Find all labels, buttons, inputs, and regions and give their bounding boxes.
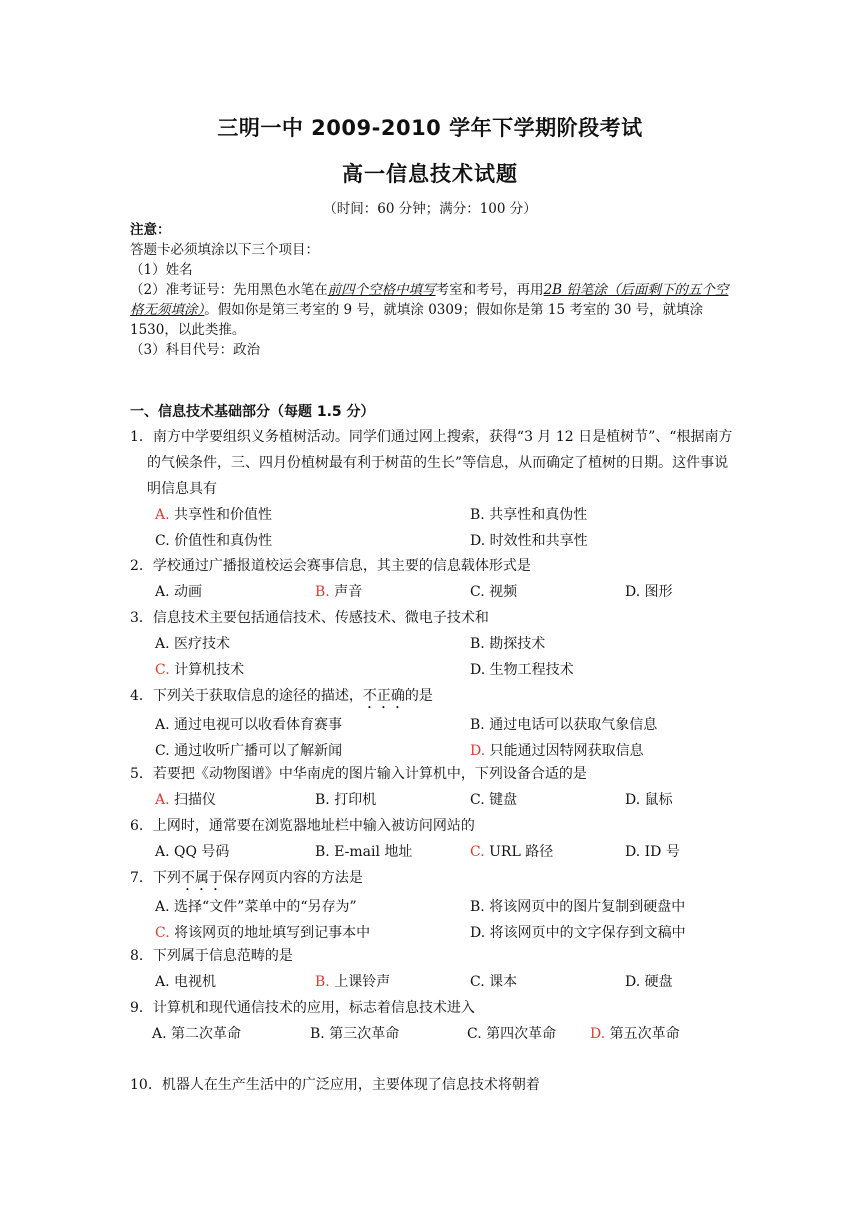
question-2 xyxy=(130,553,735,605)
option-a[interactable]: A. 电视机 xyxy=(155,974,217,990)
options-row xyxy=(130,502,735,528)
options-row xyxy=(130,894,735,920)
notice-item-3: （3）科目代号：政治 xyxy=(130,342,261,358)
notice-label: 注意： xyxy=(130,222,171,238)
options-row xyxy=(130,712,735,738)
question-stem: 9．计算机和现代通信技术的应用，标志着信息技术进入 xyxy=(130,1000,475,1016)
option-a[interactable]: A. 医疗技术 xyxy=(155,636,231,652)
option-text: 第五次革命 xyxy=(605,1026,680,1042)
stem-emphasis: 不正确 xyxy=(362,688,405,704)
notice-item-1: （1）姓名 xyxy=(130,262,193,278)
option-c[interactable] xyxy=(155,657,244,683)
option-a[interactable]: A. 选择“文件”菜单中的“另存为” xyxy=(155,899,357,915)
question-stem: 8．下列属于信息范畴的是 xyxy=(130,948,293,964)
options-row xyxy=(130,528,735,554)
notice-block xyxy=(130,220,740,360)
options-row xyxy=(130,787,735,813)
option-b[interactable]: B. 将该网页中的图片复制到硬盘中 xyxy=(470,899,686,915)
question-stem: 1．南方中学要组织义务植树活动。同学们通过网上搜索，获得“3 月 12 日是植树节”、“根据南方的气候条件，三、四月份植树最有利于树苗的生长”等信息，从而确定了植树的日期。这件事说明信息具有 xyxy=(130,429,733,497)
option-a[interactable]: A. QQ 号码 xyxy=(155,844,230,860)
option-b[interactable]: B. 打印机 xyxy=(315,792,377,808)
option-c[interactable]: C. 课本 xyxy=(470,974,518,990)
option-text: 声音 xyxy=(329,584,363,600)
question-8 xyxy=(130,943,735,995)
notice-item-2-text-3: 。假如你是第三考室的 9 号，就填涂 0309；假如你是第 15 考室的 30 号，就填涂 1530，以此类推。 xyxy=(130,302,704,338)
option-d[interactable]: D. 生物工程技术 xyxy=(470,662,574,678)
section-heading: 一、信息技术基础部分（每题 1.5 分） xyxy=(130,404,375,420)
notice-item-2-text: （2）准考证号：先用黑色水笔在 xyxy=(130,282,328,298)
options-row xyxy=(130,631,735,657)
answer-mark: A. xyxy=(155,792,170,808)
question-stem: 2．学校通过广播报道校运会赛事信息，其主要的信息载体形式是 xyxy=(130,558,531,574)
option-b[interactable]: B. E-mail 地址 xyxy=(315,844,413,860)
answer-mark: C. xyxy=(470,844,485,860)
options-row xyxy=(130,579,735,605)
option-c[interactable]: C. 通过收听广播可以了解新闻 xyxy=(155,743,343,759)
notice-item-2-underline-1: 前四个空格中填写 xyxy=(327,282,436,298)
options-row xyxy=(130,969,735,995)
stem-text: 4．下列关于获取信息的途径的描述， xyxy=(130,688,363,704)
question-stem: 3．信息技术主要包括通信技术、传感技术、微电子技术和 xyxy=(130,610,489,626)
notice-item-2-underline-2: 2B 铅笔涂（后面剩下的五个空格无须填涂） xyxy=(130,282,729,318)
question-stem: 6．上网时，通常要在浏览器地址栏中输入被访问网站的 xyxy=(130,818,475,834)
option-d[interactable]: D. 图形 xyxy=(625,584,673,600)
option-text: 只能通过因特网获取信息 xyxy=(485,743,644,759)
exam-title: 三明一中 2009-2010 学年下学期阶段考试 xyxy=(217,116,643,140)
option-c[interactable]: C. 价值性和真伪性 xyxy=(155,533,273,549)
option-text: 计算机技术 xyxy=(169,662,245,678)
answer-mark: C. xyxy=(155,925,170,941)
option-text: 将该网页的地址填写到记事本中 xyxy=(169,925,371,941)
options-row xyxy=(130,839,735,865)
option-text: 扫描仪 xyxy=(169,792,217,808)
answer-mark: B. xyxy=(315,974,330,990)
question-5 xyxy=(130,761,735,813)
option-a[interactable]: A. 第二次革命 xyxy=(152,1026,242,1042)
notice-item-2 xyxy=(130,280,740,340)
option-d[interactable]: D. ID 号 xyxy=(625,844,680,860)
option-text: 上课铃声 xyxy=(329,974,391,990)
options-row xyxy=(130,1021,735,1047)
answer-mark: B. xyxy=(315,584,330,600)
stem-text-2: 的是 xyxy=(404,688,433,704)
question-9 xyxy=(130,995,735,1047)
stem-emphasis: 不属于 xyxy=(180,870,223,886)
answer-mark: D. xyxy=(590,1026,606,1042)
option-b[interactable] xyxy=(315,579,362,605)
answer-mark: D. xyxy=(470,743,486,759)
notice-item-2-text-2: 考室和考号，再用 xyxy=(435,282,544,298)
option-text: URL 路径 xyxy=(484,844,554,860)
option-c[interactable] xyxy=(470,839,553,865)
option-c[interactable]: C. 视频 xyxy=(470,584,518,600)
option-a[interactable]: A. 动画 xyxy=(155,584,203,600)
answer-mark: C. xyxy=(155,662,170,678)
option-text: 共享性和价值性 xyxy=(169,507,273,523)
question-7 xyxy=(130,865,735,946)
stem-text: 7．下列 xyxy=(130,870,181,886)
stem-text-2: 保存网页内容的方法是 xyxy=(222,870,363,886)
question-1 xyxy=(130,424,735,554)
option-b[interactable] xyxy=(315,969,390,995)
notice-line: 答题卡必须填涂以下三个项目： xyxy=(130,242,319,258)
option-b[interactable]: B. 共享性和真伪性 xyxy=(470,507,588,523)
option-c[interactable]: C. 键盘 xyxy=(470,792,518,808)
answer-mark: A. xyxy=(155,507,170,523)
option-a[interactable] xyxy=(155,502,272,528)
question-6 xyxy=(130,813,735,865)
question-3 xyxy=(130,605,735,683)
options-row xyxy=(130,657,735,683)
question-stem: 10．机器人在生产生活中的广泛应用，主要体现了信息技术将朝着 xyxy=(130,1077,540,1093)
option-d[interactable]: D. 鼠标 xyxy=(625,792,673,808)
option-b[interactable]: B. 通过电话可以获取气象信息 xyxy=(470,717,658,733)
option-d[interactable]: D. 时效性和共享性 xyxy=(470,533,588,549)
question-stem: 5．若要把《动物图谱》中华南虎的图片输入计算机中，下列设备合适的是 xyxy=(130,766,587,782)
question-stem xyxy=(130,865,735,894)
question-4 xyxy=(130,683,735,764)
option-a[interactable]: A. 通过电视可以收看体育赛事 xyxy=(155,717,343,733)
exam-meta: （时间：60 分钟；满分：100 分） xyxy=(323,201,537,217)
option-a[interactable] xyxy=(155,787,216,813)
option-d[interactable]: D. 将该网页中的文字保存到文稿中 xyxy=(470,925,686,941)
question-stem xyxy=(130,683,735,712)
exam-subtitle: 高一信息技术试题 xyxy=(342,162,518,186)
question-10 xyxy=(130,1072,735,1098)
option-d[interactable] xyxy=(590,1021,680,1047)
option-d[interactable]: D. 硬盘 xyxy=(625,974,673,990)
option-b[interactable]: B. 第三次革命 xyxy=(310,1026,400,1042)
option-b[interactable]: B. 勘探技术 xyxy=(470,636,546,652)
option-c[interactable]: C. 第四次革命 xyxy=(467,1026,557,1042)
